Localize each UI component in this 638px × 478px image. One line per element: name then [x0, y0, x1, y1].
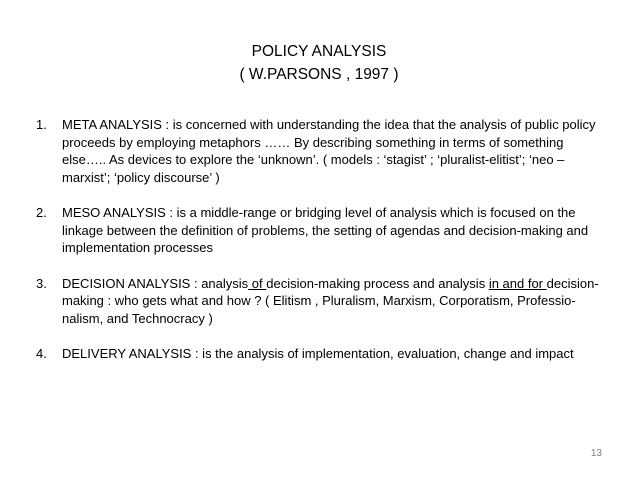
text-segment: META ANALYSIS : is concerned with understanding the idea that the analysis of public policy proceeds by employing metaphors …… By describing something in terms of something else….. As devices to explore the ‘unknown’. ( models : ‘stagist’ ; ‘pluralist-elitist’; ‘neo –marxist’; ‘policy discourse’ ) — [62, 117, 596, 185]
list-item-number: 2. — [36, 205, 47, 220]
text-segment: DELIVERY ANALYSIS : is the analysis of implementation, evaluation, change and impact — [62, 346, 574, 361]
numbered-list — [36, 116, 601, 381]
list-item — [36, 204, 601, 257]
underlined-text: in and for — [488, 275, 547, 291]
list-item — [36, 116, 601, 186]
underlined-text: of — [248, 275, 267, 291]
text-segment: decision-making : who gets what and how ? ( Elitism , Pluralism, Marxism, Corporatism, Professio-nalism, and Technocracy ) — [62, 275, 599, 326]
list-item-number: 1. — [36, 117, 47, 132]
list-item-number: 3. — [36, 275, 47, 291]
list-item-number: 4. — [36, 346, 47, 361]
slide-subtitle: ( W.PARSONS , 1997 ) — [239, 66, 399, 83]
list-item — [36, 345, 601, 363]
text-segment: MESO ANALYSIS : is a middle-range or bridging level of analysis which is focused on the linkage between the definition of problems, the setting of agendas and decision-making and implementation processes — [62, 205, 589, 255]
list-item-text — [62, 116, 601, 186]
text-segment: decision-making process and analysis — [266, 275, 489, 291]
title-block — [0, 40, 638, 86]
page-number: 13 — [590, 448, 602, 459]
list-item-text — [62, 275, 601, 328]
text-segment: DECISION ANALYSIS : analysis — [62, 275, 249, 291]
list-item-text — [62, 345, 601, 363]
list-item-text — [62, 204, 601, 257]
slide-title: POLICY ANALYSIS — [251, 43, 387, 60]
list-item — [36, 275, 601, 328]
